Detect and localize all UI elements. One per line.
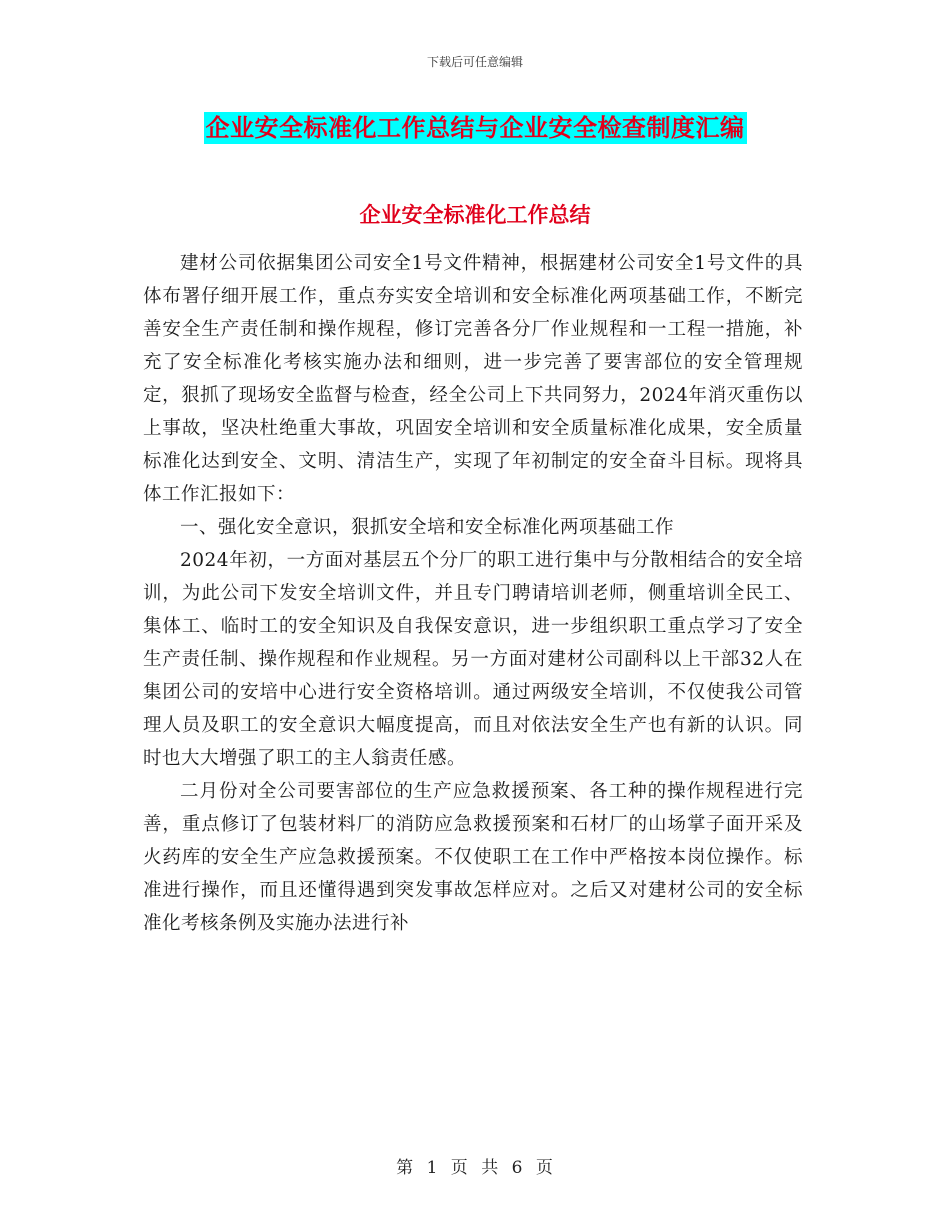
main-title-wrap bbox=[0, 112, 950, 144]
paragraph: 二月份对全公司要害部位的生产应急救援预案、各工种的操作规程进行完善，重点修订了包装材料厂的消防应急救援预案和石材厂的山场掌子面开采及火药库的安全生产应急救援预案。不仅使职工在工作中严格按本岗位操作。标准进行操作，而且还懂得遇到突发事故怎样应对。之后又对建材公司的安全标准化考核条例及实施办法进行补 bbox=[143, 781, 803, 934]
header-note: 下载后可任意编辑 bbox=[426, 55, 523, 69]
main-title: 企业安全标准化工作总结与企业安全检查制度汇编 bbox=[205, 113, 745, 142]
paragraph-heading: 一、强化安全意识，狠抓安全培和安全标准化两项基础工作 bbox=[180, 517, 675, 538]
paragraph: 2024年初，一方面对基层五个分厂的职工进行集中与分散相结合的安全培训，为此公司下发安全培训文件，并且专门聘请培训老师，侧重培训全民工、集体工、临时工的安全知识及自我保安意识，进一步组织职工重点学习了安全生产责任制、操作规程和作业规程。另一方面对建材公司副科以上干部32人在集团公司的安培中心进行安全资格培训。通过两级安全培训，不仅使我公司管理人员及职工的安全意识大幅度提高，而且对依法安全生产也有新的认识。同时也大大增强了职工的主人翁责任感。 bbox=[143, 550, 803, 769]
page-number: 第 1 页 共 6 页 bbox=[396, 1158, 554, 1178]
paragraph: 建材公司依据集团公司安全1号文件精神，根据建材公司安全1号文件的具体布署仔细开展工作，重点夯实安全培训和安全标准化两项基础工作，不断完善安全生产责任制和操作规程，修订完善各分厂作业规程和一工程一措施，补充了安全标准化考核实施办法和细则，进一步完善了要害部位的安全管理规定，狠抓了现场安全监督与检查，经全公司上下共同努力，2024年消灭重伤以上事故，坚决杜绝重大事故，巩固安全培训和安全质量标准化成果，安全质量标准化达到安全、文明、清洁生产，实现了年初制定的安全奋斗目标。现将具体工作汇报如下： bbox=[143, 253, 803, 505]
section-title: 企业安全标准化工作总结 bbox=[359, 202, 591, 227]
document-body bbox=[143, 247, 803, 940]
